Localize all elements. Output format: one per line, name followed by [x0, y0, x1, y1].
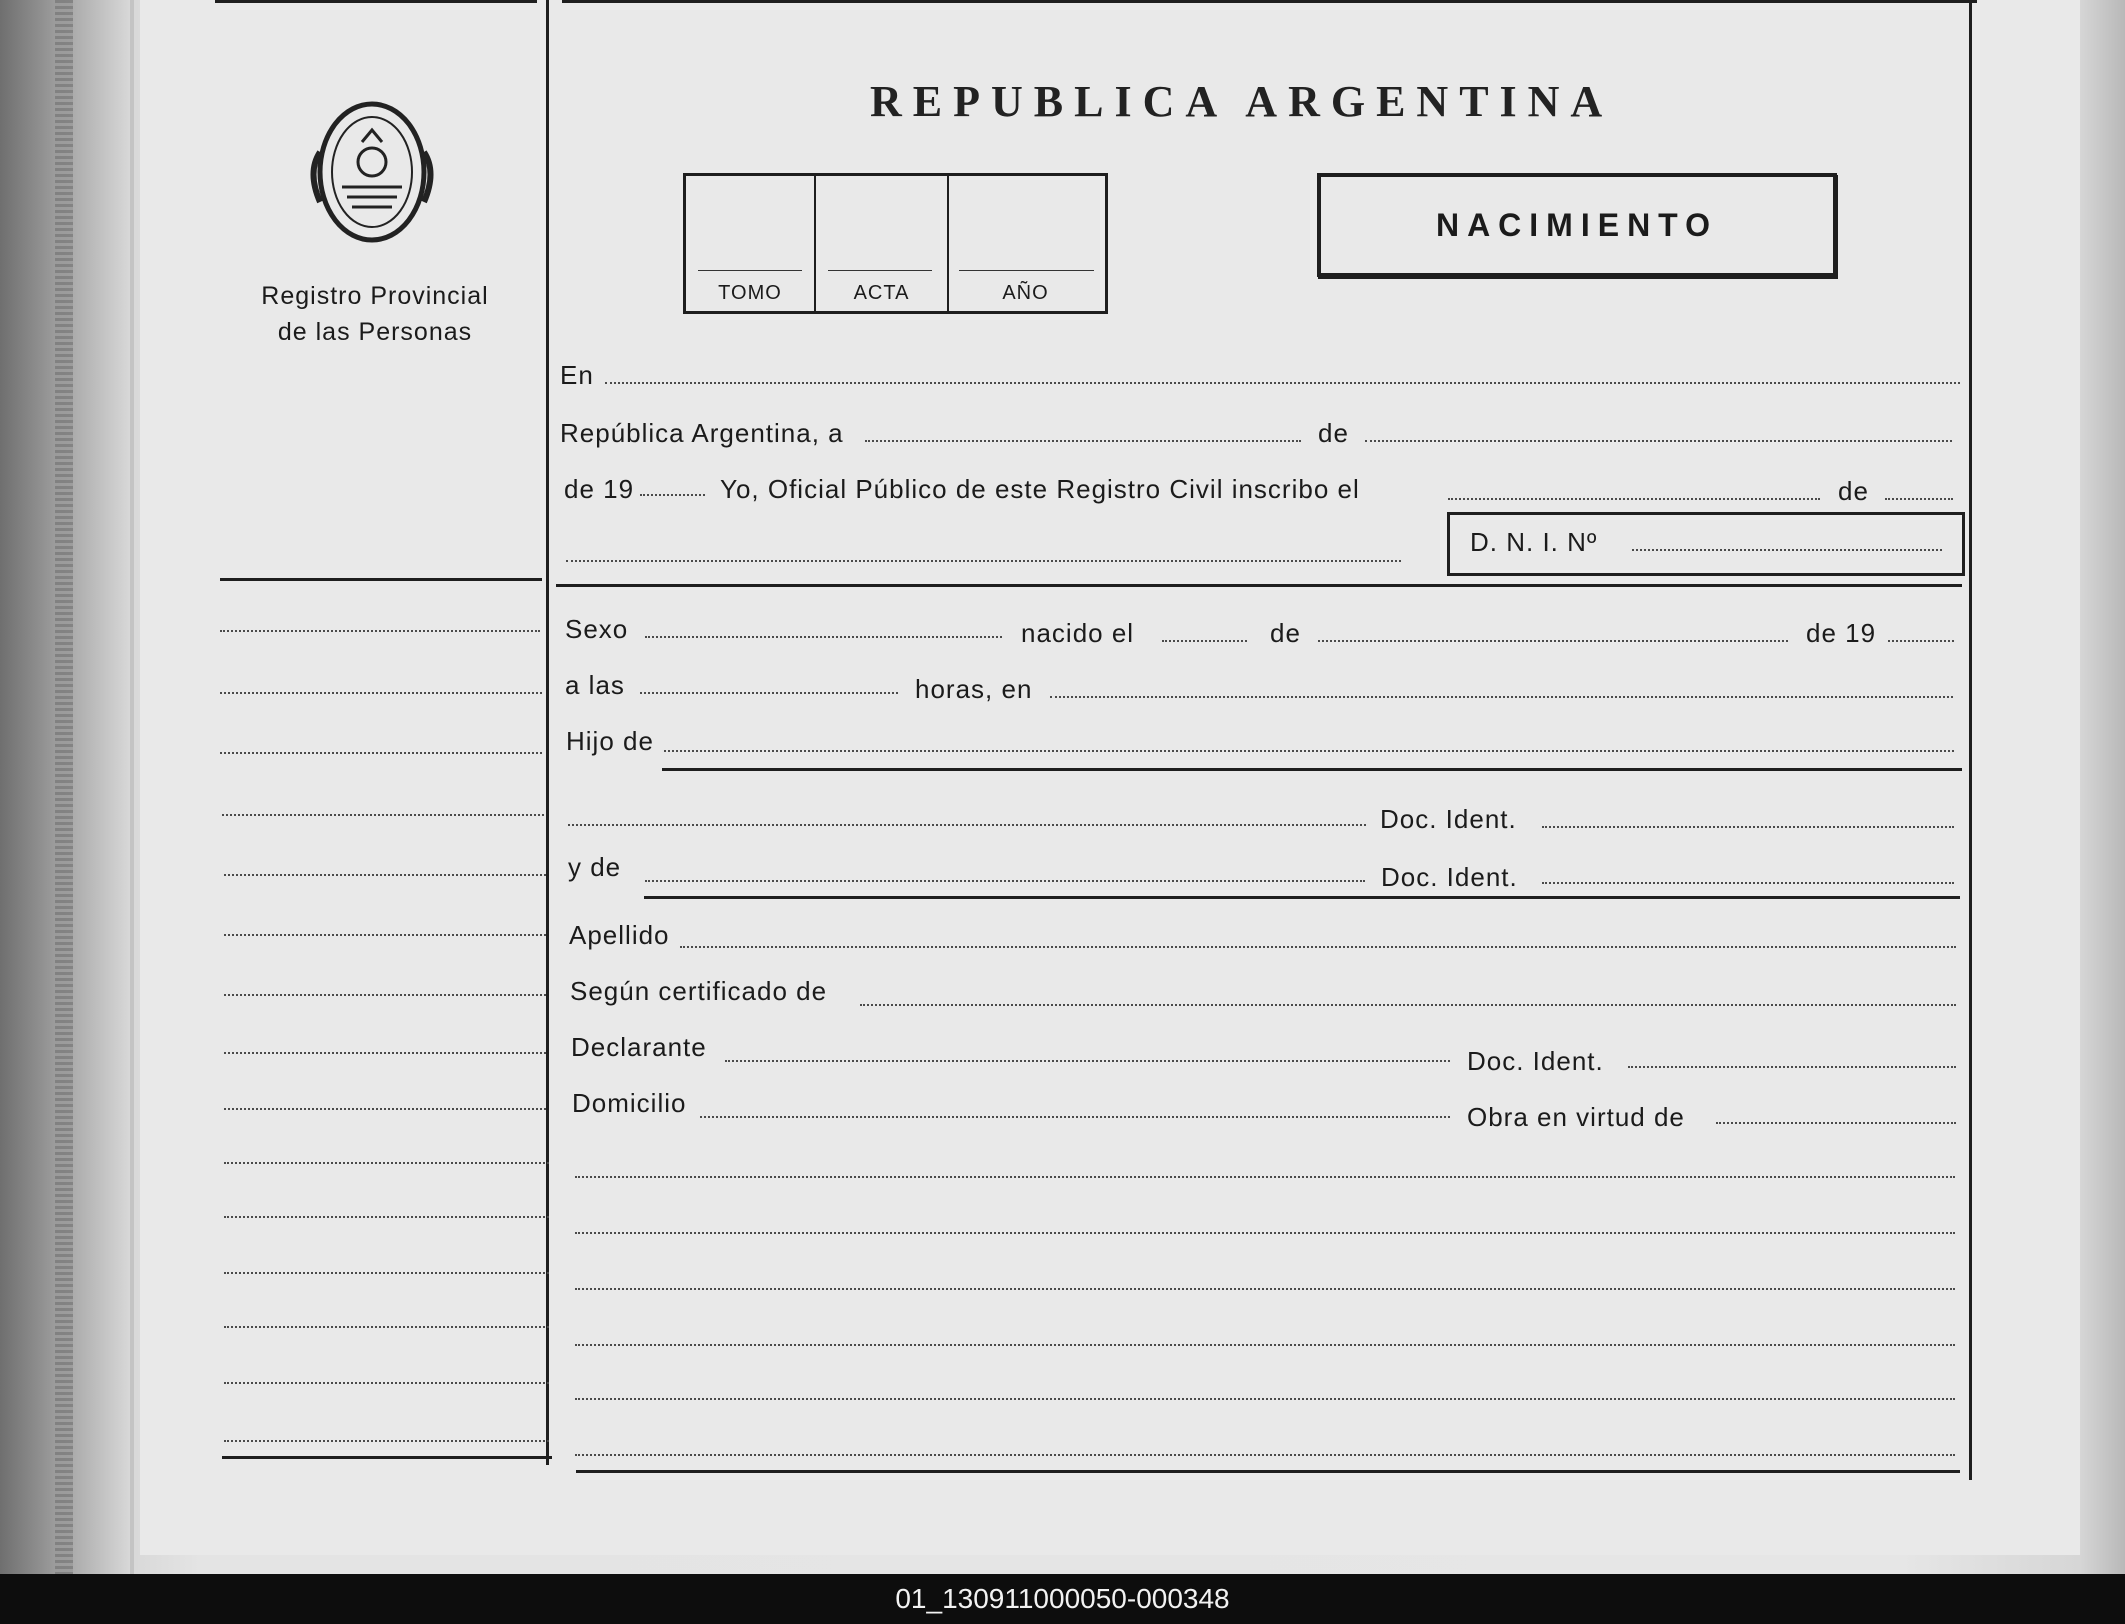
- label-republica: República Argentina, a: [560, 418, 844, 448]
- label-de-1: de: [1318, 418, 1349, 448]
- label-sexo: Sexo: [565, 614, 629, 644]
- note-line[interactable]: [224, 874, 546, 876]
- field-declarante[interactable]: [725, 1060, 1450, 1062]
- note-line[interactable]: [222, 814, 544, 816]
- note-line[interactable]: [224, 1440, 549, 1442]
- note-line[interactable]: [224, 1108, 546, 1110]
- dni-box: [1447, 512, 1965, 576]
- blank-line[interactable]: [575, 1344, 1955, 1346]
- registry-line-2: de las Personas: [277, 318, 473, 346]
- field-padre[interactable]: [664, 750, 1954, 752]
- top-rule-left: [215, 0, 537, 3]
- field-apellido[interactable]: [680, 946, 1956, 948]
- field-nacido-dia[interactable]: [1162, 640, 1247, 642]
- bottom-rule-left: [222, 1456, 552, 1459]
- blank-line[interactable]: [575, 1454, 1955, 1456]
- blank-line[interactable]: [575, 1232, 1955, 1234]
- label-horas-en: horas, en: [915, 674, 1033, 704]
- top-rule-right: [562, 0, 1977, 3]
- tomo-cell[interactable]: [686, 176, 816, 311]
- label-nacido-el: nacido el: [1021, 618, 1135, 648]
- right-border: [1969, 0, 1972, 1480]
- note-line[interactable]: [220, 692, 542, 694]
- rule-madre: [644, 896, 1960, 899]
- note-line[interactable]: [224, 934, 546, 936]
- field-nacido-anio[interactable]: [1888, 640, 1954, 642]
- field-doc-padre[interactable]: [1542, 826, 1954, 828]
- left-section-rule: [220, 578, 542, 581]
- acta-label: ACTA: [853, 282, 910, 304]
- note-line[interactable]: [220, 630, 540, 632]
- label-de-19: de 19: [564, 474, 635, 504]
- label-de-3: de: [1270, 618, 1301, 648]
- field-anio[interactable]: [640, 494, 705, 496]
- field-dia[interactable]: [865, 440, 1301, 442]
- label-apellido: Apellido: [569, 920, 670, 950]
- bottom-rule-right: [576, 1470, 1960, 1473]
- field-madre[interactable]: [645, 880, 1365, 882]
- label-doc-ident-1: Doc. Ident.: [1380, 804, 1517, 834]
- label-y-de: y de: [568, 852, 622, 882]
- note-line[interactable]: [224, 1326, 549, 1328]
- image-id-strip: 01_130911000050-000348: [0, 1574, 2125, 1624]
- section-rule-1: [556, 584, 1962, 587]
- label-oficial: Yo, Oficial Público de este Registro Civil inscribo el: [720, 474, 1360, 504]
- field-de-2[interactable]: [1885, 498, 1953, 500]
- label-domicilio: Domicilio: [572, 1088, 687, 1118]
- note-line[interactable]: [224, 1216, 549, 1218]
- field-hora[interactable]: [640, 692, 898, 694]
- note-line[interactable]: [224, 1052, 546, 1054]
- label-doc-ident-2: Doc. Ident.: [1381, 862, 1518, 892]
- field-lugar[interactable]: [1050, 696, 1953, 698]
- record-number-box: [683, 173, 1108, 314]
- registry-name: [240, 278, 510, 350]
- blank-line[interactable]: [575, 1288, 1955, 1290]
- note-line[interactable]: [220, 752, 542, 754]
- field-nacido-mes[interactable]: [1318, 640, 1788, 642]
- field-doc-madre[interactable]: [1542, 882, 1954, 884]
- field-doc-declarante[interactable]: [1628, 1066, 1956, 1068]
- label-segun: Según certificado de: [570, 976, 828, 1006]
- page-edge: [130, 0, 134, 1574]
- page-title: REPUBLICA ARGENTINA: [870, 77, 1614, 126]
- field-dni[interactable]: [1632, 549, 1942, 551]
- field-nombre[interactable]: [566, 560, 1401, 562]
- misiones-seal-icon: [302, 92, 442, 252]
- label-en: En: [560, 360, 594, 390]
- field-sexo[interactable]: [645, 636, 1002, 638]
- registry-line-1: Registro Provincial: [261, 282, 489, 310]
- label-a-las: a las: [565, 670, 625, 700]
- anio-cell[interactable]: [949, 176, 1102, 311]
- label-de-2: de: [1838, 476, 1869, 506]
- field-inscribo[interactable]: [1448, 498, 1820, 500]
- blank-line[interactable]: [575, 1398, 1955, 1400]
- label-dni: D. N. I. Nº: [1470, 527, 1598, 557]
- book-spine: [55, 0, 73, 1574]
- label-obra: Obra en virtud de: [1467, 1102, 1685, 1132]
- note-line[interactable]: [224, 1382, 549, 1384]
- certificate-type-box: [1317, 173, 1837, 277]
- field-mes[interactable]: [1365, 440, 1952, 442]
- note-line[interactable]: [224, 994, 546, 996]
- label-declarante: Declarante: [571, 1032, 707, 1062]
- label-doc-ident-3: Doc. Ident.: [1467, 1046, 1604, 1076]
- rule-padre: [662, 768, 1962, 771]
- certificate-type-label: NACIMIENTO: [1435, 207, 1719, 243]
- label-de-19b: de 19: [1806, 618, 1877, 648]
- label-hijo-de: Hijo de: [566, 726, 654, 756]
- field-certificado[interactable]: [860, 1004, 1956, 1006]
- field-obra[interactable]: [1716, 1122, 1956, 1124]
- field-domicilio[interactable]: [700, 1116, 1450, 1118]
- column-divider: [546, 0, 549, 1465]
- field-en[interactable]: [605, 382, 1960, 384]
- tomo-label: TOMO: [718, 282, 782, 304]
- field-padre-2[interactable]: [568, 824, 1366, 826]
- blank-line[interactable]: [575, 1176, 1955, 1178]
- note-line[interactable]: [224, 1162, 549, 1164]
- note-line[interactable]: [224, 1272, 549, 1274]
- anio-label: AÑO: [1002, 282, 1049, 304]
- acta-cell[interactable]: [816, 176, 949, 311]
